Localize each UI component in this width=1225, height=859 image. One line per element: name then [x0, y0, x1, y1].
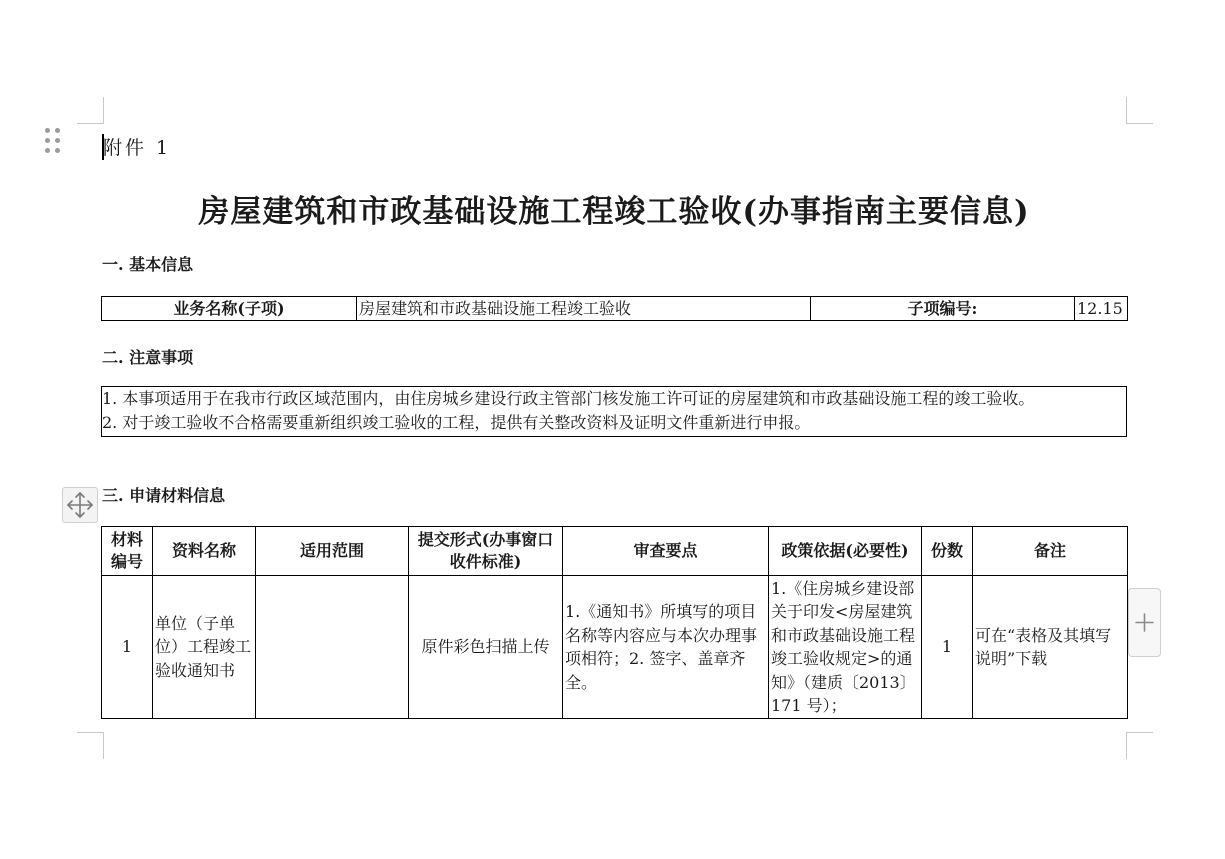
- col-header-scope: 适用范围: [256, 527, 409, 576]
- cell-review[interactable]: 1.《通知书》所填写的项目名称等内容应与本次办理事项相符；2. 签字、盖章齐全。: [563, 576, 769, 719]
- col-header-copies: 份数: [922, 527, 973, 576]
- table-row: [102, 576, 1128, 719]
- col-header-remark: 备注: [973, 527, 1128, 576]
- cell-scope[interactable]: [256, 576, 409, 719]
- drag-dots-icon[interactable]: [43, 128, 63, 158]
- item-code-value[interactable]: 12.15: [1075, 297, 1128, 321]
- section-heading-materials: 三. 申请材料信息: [102, 486, 226, 505]
- cell-copies[interactable]: 1: [922, 576, 973, 719]
- add-column-button[interactable]: [1128, 588, 1161, 657]
- notice-item: 2. 对于竣工验收不合格需要重新组织竣工验收的工程，提供有关整改资料及证明文件重新进行申报。: [102, 413, 811, 432]
- col-header-review: 审查要点: [563, 527, 769, 576]
- section-heading-basic-info: 一. 基本信息: [102, 255, 194, 274]
- item-code-label: 子项编号:: [811, 297, 1075, 321]
- section-heading-notices: 二. 注意事项: [102, 348, 194, 367]
- cell-no[interactable]: 1: [102, 576, 153, 719]
- cell-policy[interactable]: 1.《住房城乡建设部关于印发<房屋建筑和市政基础设施工程竣工验收规定>的通知》（建质〔2013〕171 号）；: [769, 576, 922, 719]
- col-header-name: 资料名称: [153, 527, 256, 576]
- basic-info-table: [101, 296, 1128, 321]
- crop-mark-bottom-left: [77, 732, 104, 759]
- business-name-label: 业务名称(子项): [102, 297, 357, 321]
- attachment-label: 附件 1: [103, 137, 172, 159]
- table-header-row: [102, 527, 1128, 576]
- crop-mark-top-left: [77, 97, 104, 124]
- business-name-value[interactable]: 房屋建筑和市政基础设施工程竣工验收: [357, 297, 811, 321]
- col-header-policy: 政策依据(必要性): [769, 527, 922, 576]
- crop-mark-top-right: [1126, 97, 1153, 124]
- plus-icon: [1129, 589, 1160, 656]
- crop-mark-bottom-right: [1126, 732, 1153, 759]
- move-arrows-icon[interactable]: [62, 487, 98, 523]
- cell-name[interactable]: 单位（子单位）工程竣工验收通知书: [153, 576, 256, 719]
- document-title: 房屋建筑和市政基础设施工程竣工验收(办事指南主要信息): [198, 194, 1030, 230]
- col-header-form: 提交形式(办事窗口收件标准): [409, 527, 563, 576]
- col-header-no: 材料编号: [102, 527, 153, 576]
- materials-table: [101, 526, 1128, 719]
- cell-form[interactable]: 原件彩色扫描上传: [409, 576, 563, 719]
- cell-remark[interactable]: 可在“表格及其填写说明”下载: [973, 576, 1128, 719]
- notice-item: 1. 本事项适用于在我市行政区域范围内，由住房城乡建设行政主管部门核发施工许可证的房屋建筑和市政基础设施工程的竣工验收。: [102, 389, 1035, 408]
- table-row: [102, 297, 1128, 321]
- notices-box[interactable]: [101, 386, 1127, 437]
